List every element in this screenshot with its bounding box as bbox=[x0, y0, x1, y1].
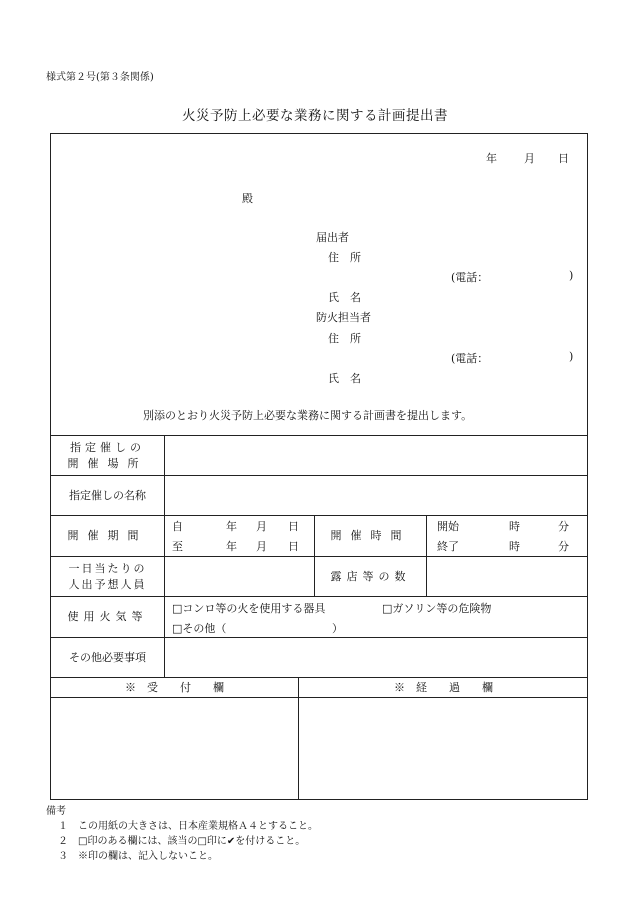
statement: 別添のとおり火災予防上必要な業務に関する計画書を提出します。 bbox=[143, 409, 473, 422]
time-end-minute: 分 bbox=[558, 540, 569, 553]
period-to-month: 月 bbox=[256, 540, 267, 553]
note-item: １ この用紙の大きさは、日本産業規格Ａ４とすること。 bbox=[58, 821, 318, 832]
applicant-heading: 届出者 bbox=[316, 231, 349, 244]
note-item: ３ ※印の欄は、記入しないこと。 bbox=[58, 851, 218, 862]
attendance-label-line2: 人出予想人員 bbox=[68, 577, 147, 591]
fire-officer-phone-label: (電話： bbox=[451, 352, 489, 365]
venue-label-line2: 開催場所 bbox=[67, 456, 148, 470]
venue-label bbox=[51, 436, 164, 475]
fire-option-gasoline[interactable]: □ガソリン等の危険物 bbox=[382, 602, 492, 615]
other-label: その他必要事項 bbox=[69, 650, 146, 664]
applicant-phone-label: (電話： bbox=[451, 271, 489, 284]
date-month: 月 bbox=[524, 152, 535, 165]
notes-heading: 備考 bbox=[46, 806, 66, 817]
applicant-address-label: 住 所 bbox=[328, 251, 361, 264]
fire-option-stove[interactable]: □コンロ等の火を使用する器具 bbox=[172, 602, 326, 615]
applicant-phone-close: ) bbox=[569, 269, 574, 282]
time-end: 終了 bbox=[437, 540, 459, 553]
application-form bbox=[50, 133, 588, 800]
period-to-day: 日 bbox=[288, 540, 299, 553]
venue-label-line1: 指定催しの bbox=[70, 440, 145, 454]
time-start-hour: 時 bbox=[509, 520, 520, 533]
reception-column-label: ※ 受 付 欄 bbox=[125, 680, 224, 694]
time-end-hour: 時 bbox=[509, 540, 520, 553]
fire-option-other-close: ） bbox=[332, 622, 343, 635]
page-title: 火災予防上必要な業務に関する計画提出書 bbox=[182, 108, 448, 124]
note-item: ２ □印のある欄には、該当の□印に✔を付けること。 bbox=[58, 836, 306, 847]
time-start-minute: 分 bbox=[558, 520, 569, 533]
period-label: 開催期間 bbox=[67, 529, 148, 542]
date-day: 日 bbox=[558, 152, 569, 165]
period-from-day: 日 bbox=[288, 520, 299, 533]
period-to-year: 年 bbox=[226, 540, 237, 553]
attendance-label bbox=[51, 557, 164, 596]
fire-option-other[interactable]: □その他（ bbox=[172, 622, 227, 635]
attendance-label-line1: 一日当たりの bbox=[68, 561, 147, 575]
event-name-label: 指定催しの名称 bbox=[69, 488, 146, 502]
addressee-suffix: 殿 bbox=[242, 192, 253, 205]
fire-officer-heading: 防火担当者 bbox=[316, 311, 371, 324]
time-start: 開始 bbox=[437, 520, 459, 533]
fire-officer-name-label: 氏 名 bbox=[328, 372, 361, 385]
stalls-label: 露店等の数 bbox=[330, 569, 411, 583]
period-from-month: 月 bbox=[256, 520, 267, 533]
period-to: 至 bbox=[172, 540, 183, 553]
progress-column-label: ※ 経 過 欄 bbox=[394, 680, 493, 694]
fire-officer-address-label: 住 所 bbox=[328, 332, 361, 345]
date-year: 年 bbox=[486, 152, 497, 165]
form-number: 様式第２号(第３条関係) bbox=[46, 72, 154, 83]
fire-use-label: 使用火気等 bbox=[67, 610, 148, 623]
fire-officer-phone-close: ) bbox=[569, 350, 574, 363]
applicant-name-label: 氏 名 bbox=[328, 291, 361, 304]
time-label: 開催時間 bbox=[330, 529, 411, 542]
period-from-year: 年 bbox=[226, 520, 237, 533]
period-from: 自 bbox=[172, 520, 183, 533]
